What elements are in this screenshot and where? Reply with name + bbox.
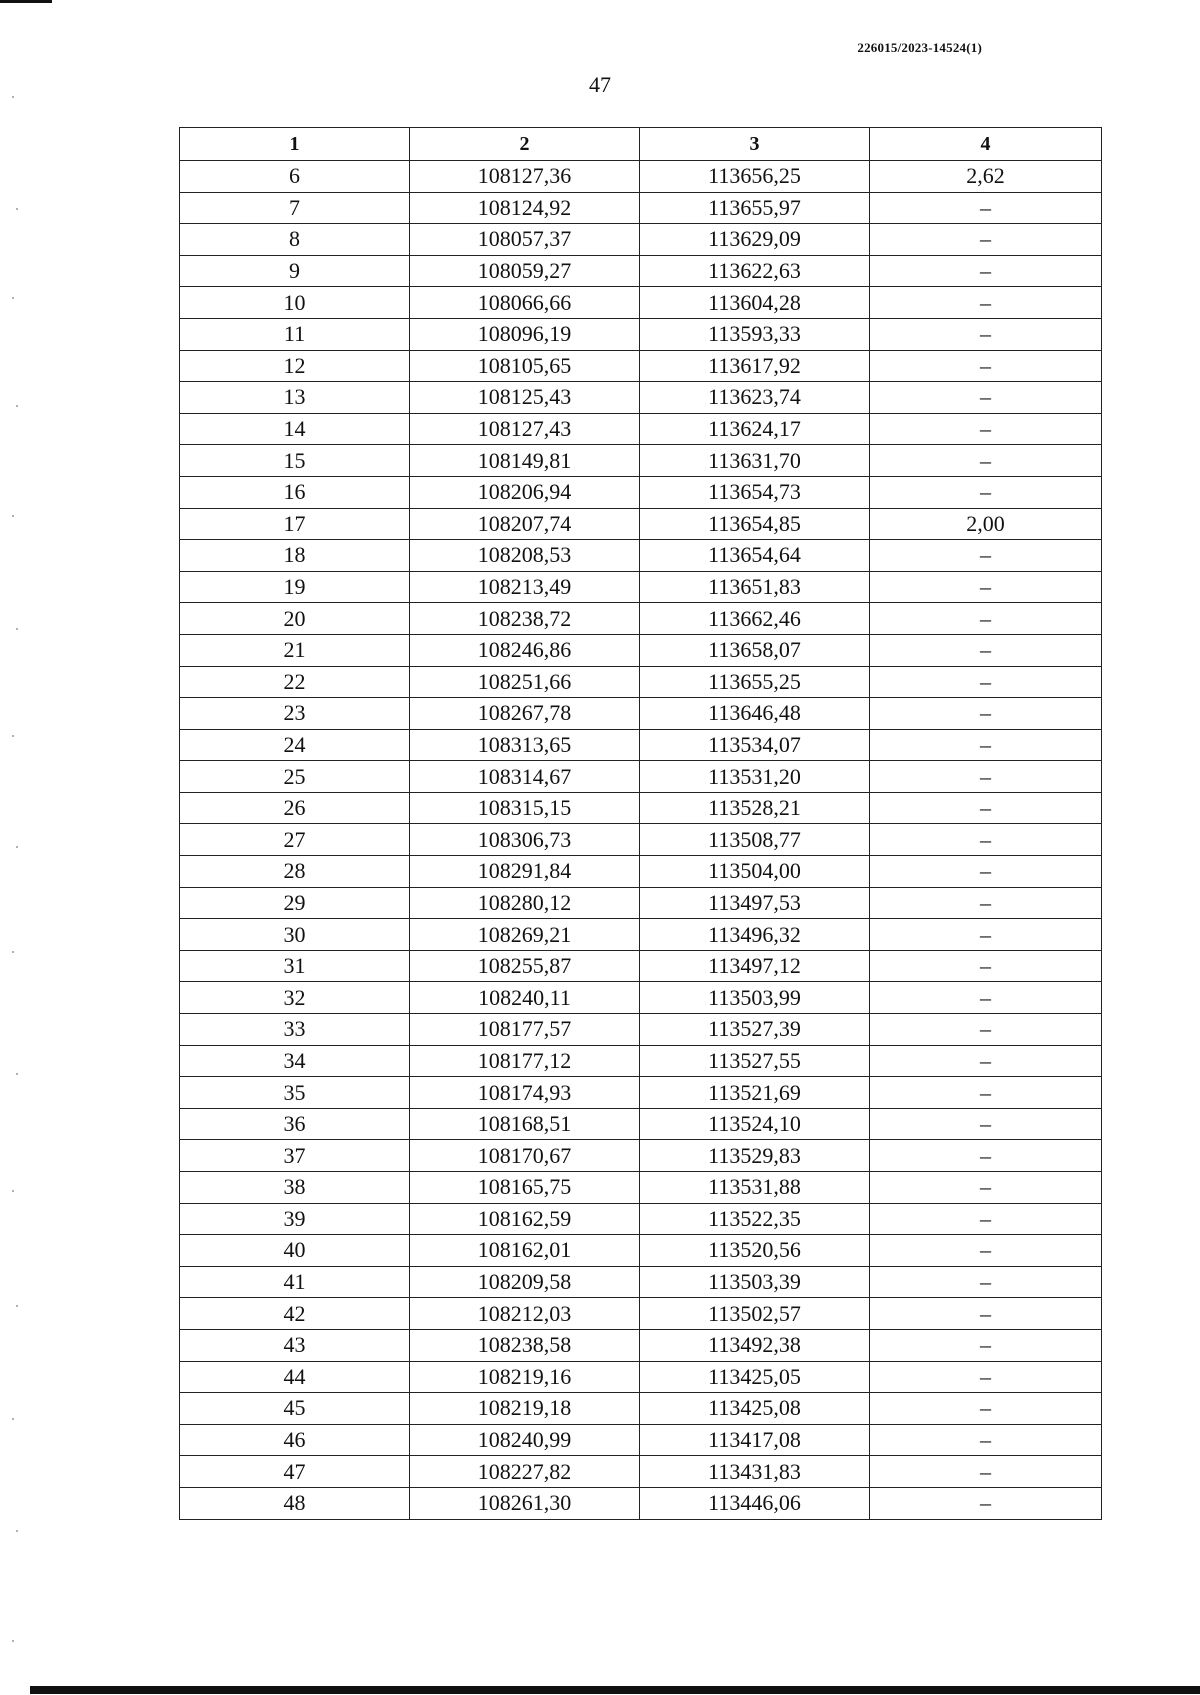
table-row xyxy=(180,1235,1102,1267)
table-row xyxy=(180,982,1102,1014)
y-coordinate-cell: 113503,39 xyxy=(640,1266,870,1298)
table-row xyxy=(180,1456,1102,1488)
table-row xyxy=(180,1140,1102,1172)
value-cell: – xyxy=(870,192,1102,224)
point-number-cell: 6 xyxy=(180,161,410,193)
table-row xyxy=(180,413,1102,445)
x-coordinate-cell: 108255,87 xyxy=(410,950,640,982)
y-coordinate-cell: 113496,32 xyxy=(640,919,870,951)
table-row xyxy=(180,1077,1102,1109)
y-coordinate-cell: 113431,83 xyxy=(640,1456,870,1488)
x-coordinate-cell: 108127,36 xyxy=(410,161,640,193)
scan-speckle xyxy=(16,405,18,407)
value-cell: – xyxy=(870,224,1102,256)
y-coordinate-cell: 113508,77 xyxy=(640,824,870,856)
value-cell: – xyxy=(870,382,1102,414)
x-coordinate-cell: 108219,18 xyxy=(410,1393,640,1425)
value-cell: – xyxy=(870,476,1102,508)
y-coordinate-cell: 113604,28 xyxy=(640,287,870,319)
x-coordinate-cell: 108238,58 xyxy=(410,1329,640,1361)
table-row xyxy=(180,287,1102,319)
point-number-cell: 36 xyxy=(180,1108,410,1140)
y-coordinate-cell: 113425,08 xyxy=(640,1393,870,1425)
point-number-cell: 27 xyxy=(180,824,410,856)
value-cell: – xyxy=(870,1456,1102,1488)
x-coordinate-cell: 108096,19 xyxy=(410,318,640,350)
point-number-cell: 33 xyxy=(180,1014,410,1046)
y-coordinate-cell: 113656,25 xyxy=(640,161,870,193)
table-body xyxy=(180,161,1102,1520)
y-coordinate-cell: 113503,99 xyxy=(640,982,870,1014)
point-number-cell: 40 xyxy=(180,1235,410,1267)
value-cell: – xyxy=(870,634,1102,666)
value-cell: – xyxy=(870,1487,1102,1519)
y-coordinate-cell: 113425,05 xyxy=(640,1361,870,1393)
y-coordinate-cell: 113529,83 xyxy=(640,1140,870,1172)
point-number-cell: 47 xyxy=(180,1456,410,1488)
table-row xyxy=(180,1045,1102,1077)
y-coordinate-cell: 113520,56 xyxy=(640,1235,870,1267)
value-cell: – xyxy=(870,666,1102,698)
column-header-2: 2 xyxy=(410,128,640,161)
table-row xyxy=(180,887,1102,919)
y-coordinate-cell: 113504,00 xyxy=(640,856,870,888)
point-number-cell: 45 xyxy=(180,1393,410,1425)
x-coordinate-cell: 108267,78 xyxy=(410,698,640,730)
y-coordinate-cell: 113524,10 xyxy=(640,1108,870,1140)
point-number-cell: 48 xyxy=(180,1487,410,1519)
x-coordinate-cell: 108177,12 xyxy=(410,1045,640,1077)
value-cell: – xyxy=(870,1361,1102,1393)
table-row xyxy=(180,1361,1102,1393)
table-row xyxy=(180,950,1102,982)
point-number-cell: 18 xyxy=(180,540,410,572)
x-coordinate-cell: 108306,73 xyxy=(410,824,640,856)
y-coordinate-cell: 113631,70 xyxy=(640,445,870,477)
scan-speckle xyxy=(16,628,18,630)
y-coordinate-cell: 113522,35 xyxy=(640,1203,870,1235)
value-cell: – xyxy=(870,1393,1102,1425)
x-coordinate-cell: 108174,93 xyxy=(410,1077,640,1109)
point-number-cell: 34 xyxy=(180,1045,410,1077)
y-coordinate-cell: 113502,57 xyxy=(640,1298,870,1330)
point-number-cell: 30 xyxy=(180,919,410,951)
point-number-cell: 43 xyxy=(180,1329,410,1361)
value-cell: – xyxy=(870,571,1102,603)
y-coordinate-cell: 113624,17 xyxy=(640,413,870,445)
page-number: 47 xyxy=(589,72,611,97)
x-coordinate-cell: 108261,30 xyxy=(410,1487,640,1519)
x-coordinate-cell: 108168,51 xyxy=(410,1108,640,1140)
x-coordinate-cell: 108177,57 xyxy=(410,1014,640,1046)
point-number-cell: 38 xyxy=(180,1172,410,1204)
point-number-cell: 25 xyxy=(180,761,410,793)
value-cell: – xyxy=(870,1329,1102,1361)
column-header-3: 3 xyxy=(640,128,870,161)
value-cell: – xyxy=(870,1203,1102,1235)
table-row xyxy=(180,1266,1102,1298)
value-cell: – xyxy=(870,761,1102,793)
table-row xyxy=(180,792,1102,824)
point-number-cell: 31 xyxy=(180,950,410,982)
table-row xyxy=(180,1487,1102,1519)
value-cell: – xyxy=(870,603,1102,635)
y-coordinate-cell: 113492,38 xyxy=(640,1329,870,1361)
table-row xyxy=(180,508,1102,540)
column-header-1: 1 xyxy=(180,128,410,161)
table-row xyxy=(180,318,1102,350)
value-cell: – xyxy=(870,824,1102,856)
y-coordinate-cell: 113417,08 xyxy=(640,1424,870,1456)
y-coordinate-cell: 113497,53 xyxy=(640,887,870,919)
value-cell: – xyxy=(870,729,1102,761)
x-coordinate-cell: 108207,74 xyxy=(410,508,640,540)
document-id: 226015/2023-14524(1) xyxy=(857,40,982,55)
value-cell: – xyxy=(870,1266,1102,1298)
table-row xyxy=(180,1329,1102,1361)
y-coordinate-cell: 113521,69 xyxy=(640,1077,870,1109)
value-cell: – xyxy=(870,856,1102,888)
y-coordinate-cell: 113623,74 xyxy=(640,382,870,414)
point-number-cell: 26 xyxy=(180,792,410,824)
point-number-cell: 13 xyxy=(180,382,410,414)
table-row xyxy=(180,603,1102,635)
x-coordinate-cell: 108291,84 xyxy=(410,856,640,888)
x-coordinate-cell: 108280,12 xyxy=(410,887,640,919)
table-header-row xyxy=(180,128,1102,161)
x-coordinate-cell: 108238,72 xyxy=(410,603,640,635)
y-coordinate-cell: 113654,73 xyxy=(640,476,870,508)
point-number-cell: 29 xyxy=(180,887,410,919)
y-coordinate-cell: 113497,12 xyxy=(640,950,870,982)
value-cell: – xyxy=(870,919,1102,951)
y-coordinate-cell: 113662,46 xyxy=(640,603,870,635)
y-coordinate-cell: 113655,25 xyxy=(640,666,870,698)
x-coordinate-cell: 108125,43 xyxy=(410,382,640,414)
table-row xyxy=(180,161,1102,193)
value-cell: – xyxy=(870,1298,1102,1330)
scan-speckle xyxy=(16,1305,18,1307)
value-cell: – xyxy=(870,1077,1102,1109)
value-cell: – xyxy=(870,1014,1102,1046)
table-row xyxy=(180,824,1102,856)
x-coordinate-cell: 108208,53 xyxy=(410,540,640,572)
x-coordinate-cell: 108162,01 xyxy=(410,1235,640,1267)
scan-speckle xyxy=(16,208,18,210)
point-number-cell: 9 xyxy=(180,255,410,287)
x-coordinate-cell: 108313,65 xyxy=(410,729,640,761)
scan-artifact-top-line xyxy=(0,0,52,3)
value-cell: – xyxy=(870,318,1102,350)
scan-speckle xyxy=(12,1190,14,1192)
scan-speckle xyxy=(12,96,14,98)
point-number-cell: 14 xyxy=(180,413,410,445)
table-row xyxy=(180,729,1102,761)
y-coordinate-cell: 113534,07 xyxy=(640,729,870,761)
point-number-cell: 24 xyxy=(180,729,410,761)
y-coordinate-cell: 113527,39 xyxy=(640,1014,870,1046)
value-cell: – xyxy=(870,1108,1102,1140)
point-number-cell: 8 xyxy=(180,224,410,256)
value-cell: 2,00 xyxy=(870,508,1102,540)
x-coordinate-cell: 108246,86 xyxy=(410,634,640,666)
table-row xyxy=(180,224,1102,256)
point-number-cell: 21 xyxy=(180,634,410,666)
table-row xyxy=(180,698,1102,730)
y-coordinate-cell: 113655,97 xyxy=(640,192,870,224)
point-number-cell: 32 xyxy=(180,982,410,1014)
x-coordinate-cell: 108162,59 xyxy=(410,1203,640,1235)
y-coordinate-cell: 113617,92 xyxy=(640,350,870,382)
point-number-cell: 10 xyxy=(180,287,410,319)
point-number-cell: 22 xyxy=(180,666,410,698)
table-row xyxy=(180,761,1102,793)
value-cell: – xyxy=(870,255,1102,287)
x-coordinate-cell: 108251,66 xyxy=(410,666,640,698)
y-coordinate-cell: 113531,88 xyxy=(640,1172,870,1204)
value-cell: – xyxy=(870,445,1102,477)
y-coordinate-cell: 113446,06 xyxy=(640,1487,870,1519)
x-coordinate-cell: 108170,67 xyxy=(410,1140,640,1172)
value-cell: – xyxy=(870,413,1102,445)
x-coordinate-cell: 108240,99 xyxy=(410,1424,640,1456)
scan-speckle xyxy=(12,735,14,737)
table-row xyxy=(180,192,1102,224)
scan-speckle xyxy=(12,951,14,953)
x-coordinate-cell: 108165,75 xyxy=(410,1172,640,1204)
column-header-4: 4 xyxy=(870,128,1102,161)
point-number-cell: 46 xyxy=(180,1424,410,1456)
x-coordinate-cell: 108105,65 xyxy=(410,350,640,382)
value-cell: – xyxy=(870,1235,1102,1267)
y-coordinate-cell: 113629,09 xyxy=(640,224,870,256)
x-coordinate-cell: 108315,15 xyxy=(410,792,640,824)
scan-artifact-bottom-bar xyxy=(30,1686,1200,1694)
scan-speckle xyxy=(16,1073,18,1075)
table-row xyxy=(180,666,1102,698)
table-row xyxy=(180,476,1102,508)
y-coordinate-cell: 113593,33 xyxy=(640,318,870,350)
table-row xyxy=(180,634,1102,666)
y-coordinate-cell: 113654,64 xyxy=(640,540,870,572)
point-number-cell: 41 xyxy=(180,1266,410,1298)
x-coordinate-cell: 108127,43 xyxy=(410,413,640,445)
value-cell: – xyxy=(870,540,1102,572)
scan-speckle xyxy=(12,1640,14,1642)
table-row xyxy=(180,1393,1102,1425)
coordinates-table xyxy=(179,127,1102,1520)
value-cell: – xyxy=(870,950,1102,982)
scan-speckle xyxy=(16,846,18,848)
table-row xyxy=(180,856,1102,888)
table-row xyxy=(180,1108,1102,1140)
x-coordinate-cell: 108212,03 xyxy=(410,1298,640,1330)
point-number-cell: 19 xyxy=(180,571,410,603)
point-number-cell: 44 xyxy=(180,1361,410,1393)
value-cell: – xyxy=(870,792,1102,824)
point-number-cell: 42 xyxy=(180,1298,410,1330)
value-cell: – xyxy=(870,887,1102,919)
y-coordinate-cell: 113622,63 xyxy=(640,255,870,287)
point-number-cell: 16 xyxy=(180,476,410,508)
x-coordinate-cell: 108227,82 xyxy=(410,1456,640,1488)
table-row xyxy=(180,1014,1102,1046)
x-coordinate-cell: 108059,27 xyxy=(410,255,640,287)
y-coordinate-cell: 113531,20 xyxy=(640,761,870,793)
table-row xyxy=(180,540,1102,572)
point-number-cell: 7 xyxy=(180,192,410,224)
table-row xyxy=(180,382,1102,414)
table-row xyxy=(180,1424,1102,1456)
value-cell: – xyxy=(870,1140,1102,1172)
point-number-cell: 35 xyxy=(180,1077,410,1109)
y-coordinate-cell: 113528,21 xyxy=(640,792,870,824)
point-number-cell: 15 xyxy=(180,445,410,477)
value-cell: – xyxy=(870,1424,1102,1456)
table-row xyxy=(180,255,1102,287)
value-cell: – xyxy=(870,1045,1102,1077)
x-coordinate-cell: 108240,11 xyxy=(410,982,640,1014)
point-number-cell: 39 xyxy=(180,1203,410,1235)
point-number-cell: 23 xyxy=(180,698,410,730)
value-cell: – xyxy=(870,287,1102,319)
table-row xyxy=(180,1172,1102,1204)
table-row xyxy=(180,571,1102,603)
x-coordinate-cell: 108209,58 xyxy=(410,1266,640,1298)
point-number-cell: 37 xyxy=(180,1140,410,1172)
x-coordinate-cell: 108219,16 xyxy=(410,1361,640,1393)
x-coordinate-cell: 108206,94 xyxy=(410,476,640,508)
point-number-cell: 12 xyxy=(180,350,410,382)
table-row xyxy=(180,1203,1102,1235)
point-number-cell: 28 xyxy=(180,856,410,888)
x-coordinate-cell: 108269,21 xyxy=(410,919,640,951)
scan-speckle xyxy=(16,1530,18,1532)
y-coordinate-cell: 113658,07 xyxy=(640,634,870,666)
point-number-cell: 20 xyxy=(180,603,410,635)
value-cell: – xyxy=(870,982,1102,1014)
x-coordinate-cell: 108314,67 xyxy=(410,761,640,793)
table-row xyxy=(180,1298,1102,1330)
y-coordinate-cell: 113527,55 xyxy=(640,1045,870,1077)
table-row xyxy=(180,445,1102,477)
point-number-cell: 11 xyxy=(180,318,410,350)
value-cell: – xyxy=(870,698,1102,730)
x-coordinate-cell: 108149,81 xyxy=(410,445,640,477)
x-coordinate-cell: 108213,49 xyxy=(410,571,640,603)
x-coordinate-cell: 108066,66 xyxy=(410,287,640,319)
value-cell: 2,62 xyxy=(870,161,1102,193)
value-cell: – xyxy=(870,1172,1102,1204)
y-coordinate-cell: 113651,83 xyxy=(640,571,870,603)
x-coordinate-cell: 108124,92 xyxy=(410,192,640,224)
scan-speckle xyxy=(12,1418,14,1420)
x-coordinate-cell: 108057,37 xyxy=(410,224,640,256)
scan-speckle xyxy=(12,515,14,517)
table-row xyxy=(180,919,1102,951)
value-cell: – xyxy=(870,350,1102,382)
scan-speckle xyxy=(12,297,14,299)
y-coordinate-cell: 113654,85 xyxy=(640,508,870,540)
point-number-cell: 17 xyxy=(180,508,410,540)
y-coordinate-cell: 113646,48 xyxy=(640,698,870,730)
table-row xyxy=(180,350,1102,382)
